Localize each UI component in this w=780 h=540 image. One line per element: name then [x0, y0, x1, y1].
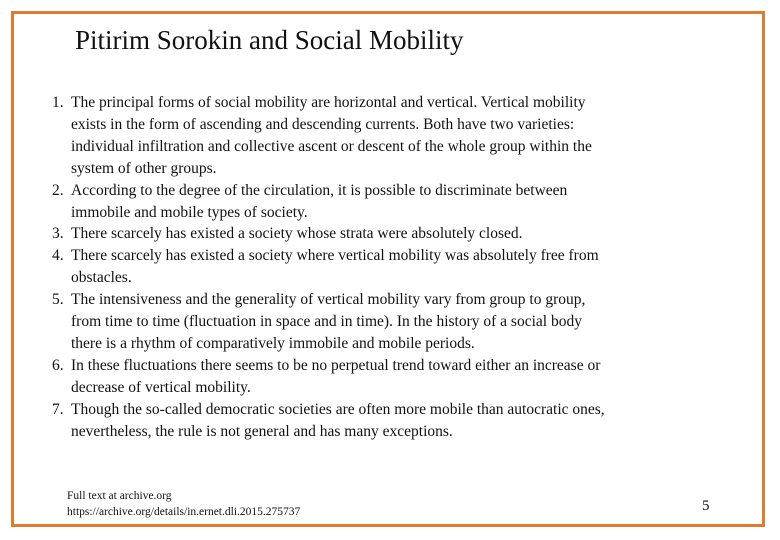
list-item-text-line: The principal forms of social mobility are horizontal and vertical. Vertical mobility: [71, 94, 586, 111]
list-item-number: 5.: [52, 291, 64, 309]
list-item-text-line: immobile and mobile types of society.: [71, 203, 308, 221]
list-item-text-line: nevertheless, the rule is not general and has many exceptions.: [71, 422, 453, 440]
list-item: [52, 355, 712, 399]
list-item-text-line: In these fluctuations there seems to be no perpetual trend toward either an increase or: [71, 356, 601, 374]
list-item-text-line: system of other groups.: [71, 159, 217, 177]
list-item-number: 2.: [52, 181, 64, 199]
slide-title: Pitirim Sorokin and Social Mobility: [75, 25, 464, 55]
list-item-text-line: individual infiltration and collective ascent or descent of the whole group within the: [71, 137, 592, 155]
list-item-text-line: According to the degree of the circulation, it is possible to discriminate between: [71, 181, 568, 199]
list-item-text-line: obstacles.: [71, 269, 132, 287]
list-item-text-line: there is a rhythm of comparatively immobile and mobile periods.: [71, 334, 475, 352]
list-item-text-line: Though the so-called democratic societies are often more mobile than autocratic ones,: [71, 400, 605, 418]
page-number: 5: [702, 498, 710, 514]
list-item-text-line: There scarcely has existed a society whose strata were absolutely closed.: [71, 225, 523, 243]
list-item-number: 3.: [52, 225, 64, 243]
list-item-number: 1.: [52, 94, 64, 111]
list-item: [52, 180, 712, 224]
list-item-text-line: decrease of vertical mobility.: [71, 378, 251, 396]
list-item-number: 4.: [52, 247, 64, 265]
list-item: [52, 399, 712, 443]
list-item: [52, 223, 712, 245]
list-item: [52, 92, 712, 180]
list-item-text-line: There scarcely has existed a society where vertical mobility was absolutely free from: [71, 247, 599, 265]
source-text: Full text at archive.org: [67, 490, 172, 502]
list-item-text-line: from time to time (fluctuation in space and in time). In the history of a social body: [71, 313, 582, 331]
list-item-number: 7.: [52, 400, 64, 418]
list-item: [52, 289, 712, 355]
source-note: [67, 488, 300, 520]
source-url: https://archive.org/details/in.ernet.dli.2015.275737: [67, 506, 301, 518]
points-list: [52, 92, 712, 443]
list-item-text-line: The intensiveness and the generality of vertical mobility vary from group to group,: [71, 291, 586, 309]
list-item: [52, 245, 712, 289]
list-item-number: 6.: [52, 356, 64, 374]
list-item-text-line: exists in the form of ascending and descending currents. Both have two varieties:: [71, 115, 575, 133]
